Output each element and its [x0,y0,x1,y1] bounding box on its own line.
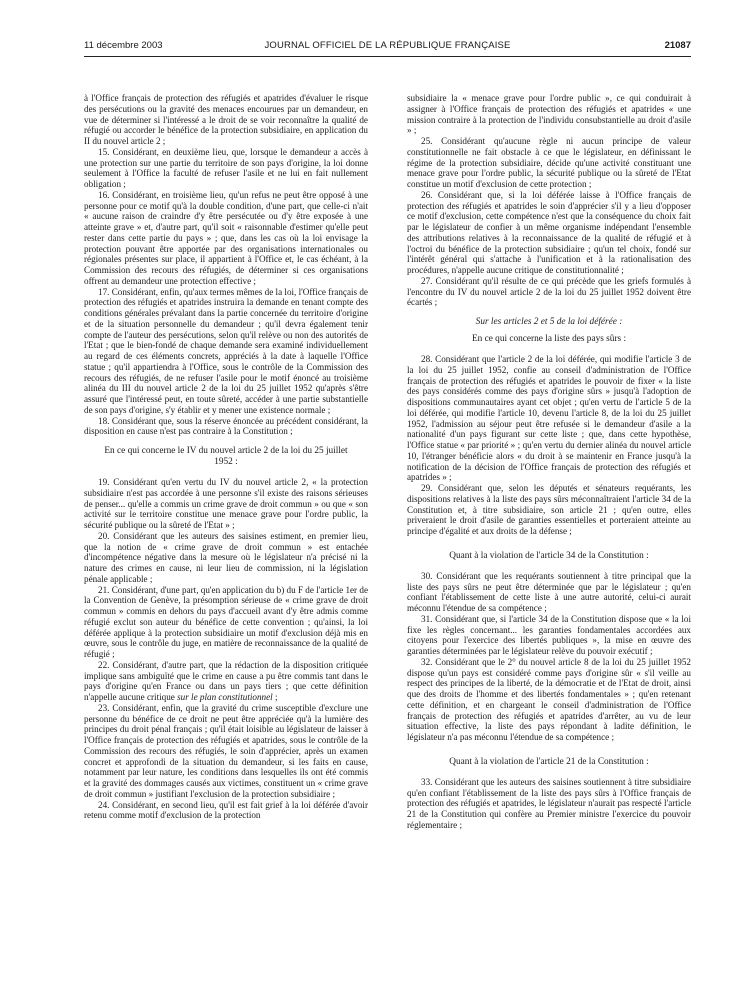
paragraph-22-italic: sur le plan constitutionnel [177,692,273,702]
paragraph-23: 23. Considérant, enfin, que la gravité du crime susceptible d'exclure une personne du bénéfice de ce droit ne peut être appréciée qu'à la lumière des principes du droit pénal français ; qu'il était loisible au législateur de laisser à l'Office français de protection des réfugiés et apatrides, sous le contrôle de la Commission des recours des réfugiés, le soin d'apprécier, après un examen concret et approfondi de la situation du demandeur, si les faits en cause, notamment par leur nature, les conditions dans lesquelles ils ont été commis et la gravité des dommages causés aux victimes, constituent un « crime grave de droit commun » justifiant l'exclusion de la protection subsidiaire ; [84,702,368,799]
paragraph-21: 21. Considérant, d'une part, qu'en application du b) du F de l'article 1er de la Convention de Genève, la présomption sérieuse de « crime grave de droit commun » commis en dehors du pays d'accueil avant d'y être admis comme réfugié exclut son auteur du bénéfice de cette convention ; qu'ainsi, la loi déférée applique à la protection subsidiaire un motif d'exclusion déjà mis en œuvre, sous le contrôle du juge, en matière de reconnaissance de la qualité de réfugié ; [84,584,368,659]
paragraph-continued: à l'Office français de protection des réfugiés et apatrides d'évaluer le risque des persécutions ou la gravité des menaces encourues par un demandeur, en vue de déterminer si l'intéressé a le droit de se voir reconnaître la qualité de réfugié ou accorder le bénéfice de la protection subsidiaire, en application du II du nouvel article 2 ; [84,93,368,146]
paragraph-19: 19. Considérant qu'en vertu du IV du nouvel article 2, « la protection subsidiaire n'est pas accordée à une personne s'il existe des raisons sérieuses de penser... qu'elle a commis un crime grave de droit commun » ou que « son activité sur le territoire constitue une menace grave pour l'ordre public, la sécurité publique ou la sûreté de l'Etat » ; [84,477,368,530]
paragraph-22-end: ; [272,692,278,702]
paragraph-24: 24. Considérant, en second lieu, qu'il est fait grief à la loi déférée d'avoir retenu comme motif d'exclusion de la protection [84,799,368,821]
paragraph-26: 26. Considérant que, si la loi déférée laisse à l'Office français de protection des réfugiés et apatrides le soin d'apprécier s'il y a lieu d'opposer ce motif d'exclusion, cette compétence n'est que la conséquence du choix fait par le législateur de confier à un même organisme indépendant l'ensemble des attributions relatives à la reconnaissance de la qualité de réfugié et à l'octroi du bénéfice de la protection subsidiaire ; qu'un tel choix, fondé sur l'intérêt général qui s'attache à l'unification et à la rationalisation des procédures, n'appelle aucune critique de constitutionnalité ; [407,189,691,275]
left-column [84,93,368,821]
right-column [407,93,691,831]
paragraph-17: 17. Considérant, enfin, qu'aux termes mêmes de la loi, l'Office français de protection des réfugiés et apatrides instruira la demande en tenant compte des conditions générales prévalant dans la partie concernée du territoire d'origine et de la situation personnelle du demandeur ; qu'il devra également tenir compte de l'auteur des persécutions, selon qu'il relève ou non des autorités de l'Etat ; que le bien-fondé de chaque demande sera examiné individuellement au regard de ces éléments concrets, appréciés à la date à laquelle l'Office statue ; qu'il appartiendra à l'Office, sous le contrôle de la Commission des recours des réfugiés, de ne refuser l'asile pour le motif énoncé au troisième alinéa du III du nouvel article 2 de la loi du 25 juillet 1952 qu'après s'être assuré que l'intéressé peut, en toute sûreté, accéder à une partie substantielle de son pays d'origine, s'y établir et y mener une existence normale ; [84,286,368,415]
paragraph-15: 15. Considérant, en deuxième lieu, que, lorsque le demandeur a accès à une protection sur une partie du territoire de son pays d'origine, la loi donne seulement à l'Office la faculté de refuser l'asile et ne lui en fait nullement obligation ; [84,146,368,189]
header-page-number: 21087 [664,40,691,51]
heading-safe-countries-list: En ce qui concerne la liste des pays sûrs : [471,334,627,344]
heading-iv-article-2: En ce qui concerne le IV du nouvel article 2 de la loi du 25 juillet 1952 : [104,446,348,467]
heading-article-34: Quant à la violation de l'article 34 de la Constitution : [449,550,649,561]
paragraph-22-text: 22. Considérant, d'autre part, que la rédaction de la disposition critiquée implique sans ambiguïté que le crime en cause a pu être commis tant dans le pays d'origine qu'en France ou dans un pays tiers ; que cette définition n'appelle aucune critique [84,659,368,702]
paragraph-29: 29. Considérant que, selon les députés et sénateurs requérants, les dispositions relatives à la liste des pays sûrs méconnaîtraient l'article 34 de la Constitution et, à titre subsidiaire, son article 21 ; qu'en outre, elles priveraient le droit d'asile de garanties essentielles et porteraient atteinte au principe d'égalité et aux droits de la défense ; [407,483,691,536]
paragraph-27: 27. Considérant qu'il résulte de ce qui précède que les griefs formulés à l'encontre du IV du nouvel article 2 de la loi du 25 juillet 1952 doivent être écartés ; [407,275,691,308]
paragraph-continued-right: subsidiaire la « menace grave pour l'ordre public », ce qui conduirait à assigner à l'Office français de protection des réfugiés et apatrides « une mission contraire à la protection de l'individu consubstantielle au droit d'asile » ; [407,93,691,136]
header-rule [84,56,691,57]
heading-article-21: Quant à la violation de l'article 21 de la Constitution : [449,756,649,767]
heading-articles-2-5: Sur les articles 2 et 5 de la loi déférée : [475,317,623,327]
page-header [84,40,691,56]
paragraph-28: 28. Considérant que l'article 2 de la loi déférée, qui modifie l'article 3 de la loi du 25 juillet 1952, confie au conseil d'administration de l'Office français de protection des réfugiés et apatrides le pouvoir de fixer « la liste des pays considérés comme des pays d'origine sûrs » jusqu'à l'adoption de dispositions communautaires ayant cet objet ; qu'en vertu de l'article 5 de la loi déférée, qui modifie l'article 10, devenu l'article 8, de la loi du 25 juillet 1952, l'admission au séjour peut être refusée si le demandeur d'asile a la nationalité d'un pays figurant sur cette liste ; que, dans cette hypothèse, l'Office statue « par priorité » ; qu'en vertu du dernier alinéa du nouvel article 10, l'étranger bénéficie alors « du droit à se maintenir en France jusqu'à la notification de la décision de l'Office français de protection des réfugiés et apatrides » ; [407,354,691,483]
paragraph-32: 32. Considérant que le 2° du nouvel article 8 de la loi du 25 juillet 1952 dispose qu'un pays est considéré comme pays d'origine sûr « s'il veille au respect des principes de la liberté, de la démocratie et de l'Etat de droit, ainsi que des droits de l'homme et des libertés fondamentales » ; qu'en retenant cette définition, et en chargeant le conseil d'administration de l'Office français de protection des réfugiés et apatrides d'arrêter, au vu de leur situation effective, la liste des pays répondant à ladite définition, le législateur n'a pas méconnu l'étendue de sa compétence ; [407,656,691,742]
header-journal-title: JOURNAL OFFICIEL DE LA RÉPUBLIQUE FRANÇAISE [264,40,511,51]
paragraph-22 [84,660,368,703]
paragraph-31: 31. Considérant que, si l'article 34 de la Constitution dispose que « la loi fixe les règles concernant... les garanties fondamentales accordées aux citoyens pour l'exercice des libertés publiques », la mise en œuvre des garanties déterminées par le législateur relève du pouvoir exécutif ; [407,613,691,656]
paragraph-18: 18. Considérant que, sous la réserve énoncée au précédent considérant, la disposition en cause n'est pas contraire à la Constitution ; [84,415,368,437]
paragraph-33: 33. Considérant que les auteurs des saisines soutiennent à titre subsidiaire qu'en confiant l'établissement de la liste des pays sûrs à l'Office français de protection des réfugiés et apatrides, le législateur n'aurait pas respecté l'article 21 de la Constitution qui confère au Premier ministre l'exercice du pouvoir réglementaire ; [407,776,691,830]
paragraph-25: 25. Considérant qu'aucune règle ni aucun principe de valeur constitutionnelle ne fait obstacle à ce que le législateur, en définissant le régime de la protection subsidiaire, décide qu'une activité constituant une menace grave pour l'ordre public, la sécurité publique ou la sûreté de l'Etat constitue un motif d'exclusion de cette protection ; [407,136,691,189]
paragraph-20: 20. Considérant que les auteurs des saisines estiment, en premier lieu, que la notion de « crime grave de droit commun » est entachée d'incompétence négative dans la mesure où le législateur n'a précisé ni la nature des crimes en cause, ni leur lieu de commission, ni la législation pénale applicable ; [84,530,368,584]
paragraph-16: 16. Considérant, en troisième lieu, qu'un refus ne peut être opposé à une personne pour ce motif qu'à la double condition, d'une part, que celle-ci n'ait « aucune raison de craindre d'y être persécutée ou d'y être exposée à une atteinte grave » et, d'autre part, qu'il soit « raisonnable d'estimer qu'elle peut rester dans cette partie du pays » ; que, dans les cas où la loi envisage la protection pouvant être apportée par des organisations internationales ou régionales présentes sur place, il appartient à l'Office et, le cas échéant, à la Commission des recours des réfugiés, de déterminer si ces organisations offrent au demandeur une protection effective ; [84,189,368,286]
paragraph-30: 30. Considérant que les requérants soutiennent à titre principal que la liste des pays sûrs ne peut être déterminée que par le législateur ; qu'en confiant l'établissement de cette liste à une autre autorité, celui-ci aurait méconnu l'étendue de sa compétence ; [407,570,691,613]
header-date: 11 décembre 2003 [84,40,163,51]
